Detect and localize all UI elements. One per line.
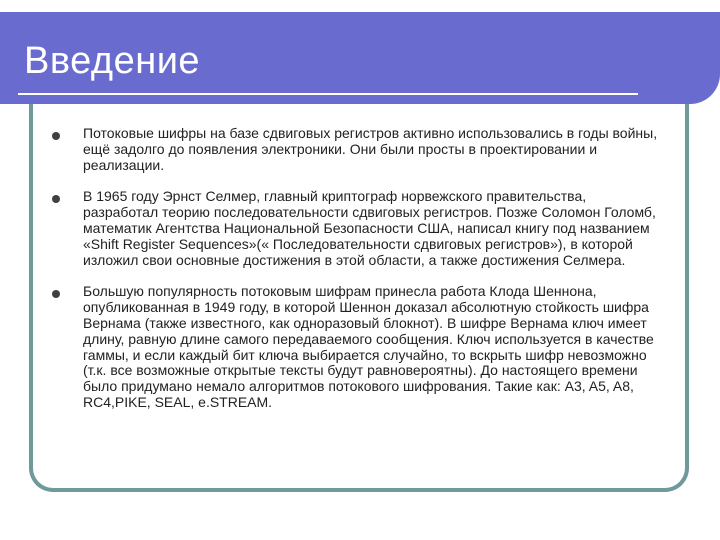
- bullet-text: В 1965 году Эрнст Селмер, главный криптограф норвежского правительства, разработал теорию последовательности сдвиговых регистров. Позже Соломон Голомб, математик Агентства Национальной Безопасности США, написал книгу под названием «Shift Register Sequences»(« Последовательности сдвиговых регистров»), в которой изложил свои основные достижения в этой области, а также достижения Селмера.: [83, 188, 656, 268]
- bullet-item-2: [52, 189, 662, 268]
- title-underline: [18, 93, 638, 95]
- slide-title: Введение: [24, 40, 201, 82]
- title-bar: [0, 12, 720, 104]
- bullet-text: Потоковые шифры на базе сдвиговых регистров активно использовались в годы войны, ещё задолго до появления электроники. Они были просты в проектировании и реализации.: [83, 125, 658, 173]
- bullet-dot-icon: [52, 132, 60, 140]
- bullet-dot-icon: [52, 195, 60, 203]
- bullet-list: [52, 126, 662, 427]
- bullet-text: Большую популярность потоковым шифрам принесла работа Клода Шеннона, опубликованная в 1949 году, в которой Шеннон доказал абсолютную стойкость шифра Вернама (также известного, как одноразовый блокнот). В шифре Вернама ключ имеет длину, равную длине самого передаваемого сообщения. Ключ используется в качестве гаммы, и если каждый бит ключа выбирается случайно, то вскрыть шифр невозможно (т.к. все возможные открытые тексты будут равновероятны). До настоящего времени было придумано немало алгоритмов потокового шифрования. Такие как: A3, A5, A8, RC4,PIKE, SEAL, e.STREAM.: [83, 283, 654, 410]
- bullet-dot-icon: [52, 290, 60, 298]
- bullet-item-3: [52, 284, 662, 410]
- bullet-item-1: [52, 126, 662, 173]
